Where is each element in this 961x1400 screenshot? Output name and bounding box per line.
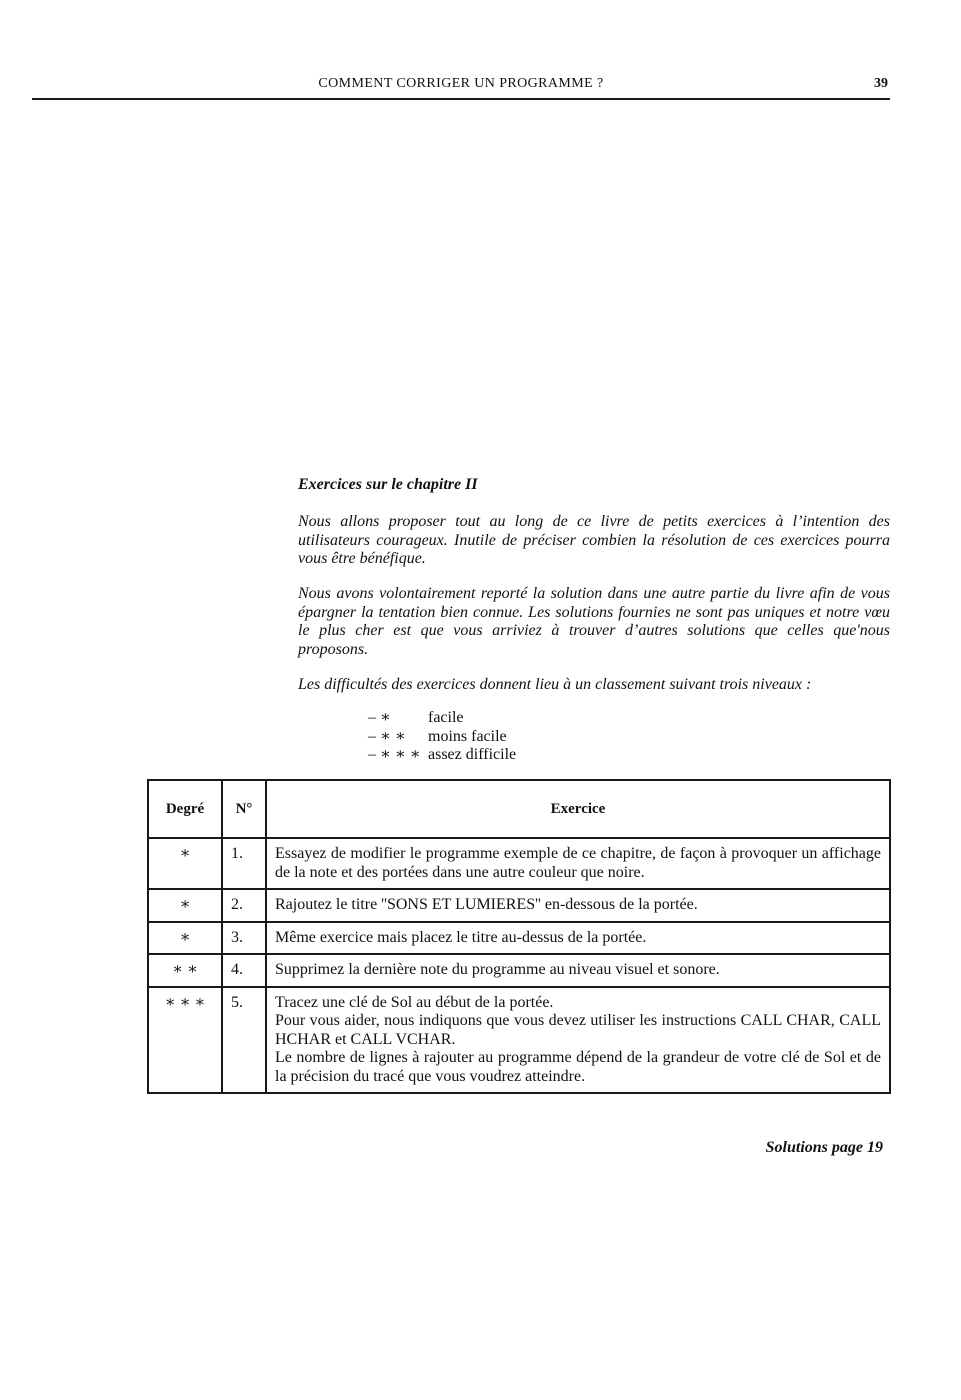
table-row <box>148 838 890 889</box>
table-header-row <box>148 780 890 838</box>
exercise-text: Pour vous aider, nous indiquons que vous devez utiliser les instructions CALL CHAR, CALL HCHAR et CALL VCHAR. <box>275 1012 881 1048</box>
exercise-text: Essayez de modifier le programme exemple de ce chapitre, de façon à provoquer un affichage de la note et des portées dans une autre couleur que noire. <box>275 845 881 881</box>
cell-degree: ∗ <box>148 838 222 889</box>
exercise-text: Tracez une clé de Sol au début de la portée. <box>275 993 554 1011</box>
exercise-text: Supprimez la dernière note du programme au niveau visuel et sonore. <box>275 961 720 978</box>
level-item <box>368 709 516 728</box>
cell-exercise <box>266 922 890 955</box>
level-label: moins facile <box>428 727 507 745</box>
solution-paragraph: Nous avons volontairement reporté la solution dans une autre partie du livre afin de vous épargner la tentation bien connue. Les solutions fournies ne sont pas uniques et notre vœu le plus cher est que vous arriviez à trouver d’autres solutions que celles que'nous proposons. <box>298 585 890 658</box>
cell-number: 4. <box>222 954 266 987</box>
header-number: N° <box>222 780 266 838</box>
exercise-text: Le nombre de lignes à rajouter au programme dépend de la grandeur de votre clé de Sol et de la précision du tracé que vous voudrez atteindre. <box>275 1049 881 1085</box>
exercise-text: Rajoutez le titre ''SONS ET LUMIERES'' en-dessous de la portée. <box>275 896 698 913</box>
section-title: Exercices sur le chapitre II <box>298 476 478 493</box>
cell-degree: ∗ <box>148 922 222 955</box>
cell-degree: ∗ ∗ ∗ <box>148 987 222 1094</box>
level-label: facile <box>428 709 464 726</box>
cell-number: 2. <box>222 889 266 922</box>
header-exercise: Exercice <box>266 780 890 838</box>
cell-number: 5. <box>222 987 266 1094</box>
intro-paragraph: Nous allons proposer tout au long de ce livre de petits exercices à l’intention des utilisateurs courageux. Inutile de préciser combien la résolution de ces exercices pourra vous être bénéfique. <box>298 513 890 567</box>
table-row <box>148 954 890 987</box>
level-item <box>368 728 516 747</box>
running-head: COMMENT CORRIGER UN PROGRAMME ? <box>318 76 604 91</box>
table-row <box>148 922 890 955</box>
header-degree: Degré <box>148 780 222 838</box>
exercise-text: Même exercice mais placez le titre au-dessus de la portée. <box>275 928 647 946</box>
table-row <box>148 987 890 1094</box>
cell-number: 3. <box>222 922 266 955</box>
cell-degree: ∗ <box>148 889 222 922</box>
level-stars: – ∗ <box>368 709 391 726</box>
cell-exercise <box>266 889 890 922</box>
cell-number: 1. <box>222 838 266 889</box>
cell-exercise <box>266 838 890 889</box>
level-label: assez difficile <box>428 746 517 763</box>
table-row <box>148 889 890 922</box>
cell-degree: ∗ ∗ <box>148 954 222 987</box>
level-stars: – ∗ ∗ ∗ <box>368 746 421 763</box>
page-number: 39 <box>874 76 888 91</box>
solutions-reference: Solutions page 19 <box>765 1139 883 1156</box>
cell-exercise <box>266 954 890 987</box>
cell-exercise <box>266 987 890 1094</box>
level-stars: – ∗ ∗ <box>368 727 406 745</box>
page-header <box>32 74 890 100</box>
difficulty-paragraph: Les difficultés des exercices donnent lieu à un classement suivant trois niveaux : <box>298 676 812 693</box>
level-item <box>368 746 516 765</box>
difficulty-levels-list <box>368 709 516 765</box>
exercise-table <box>147 779 891 1094</box>
